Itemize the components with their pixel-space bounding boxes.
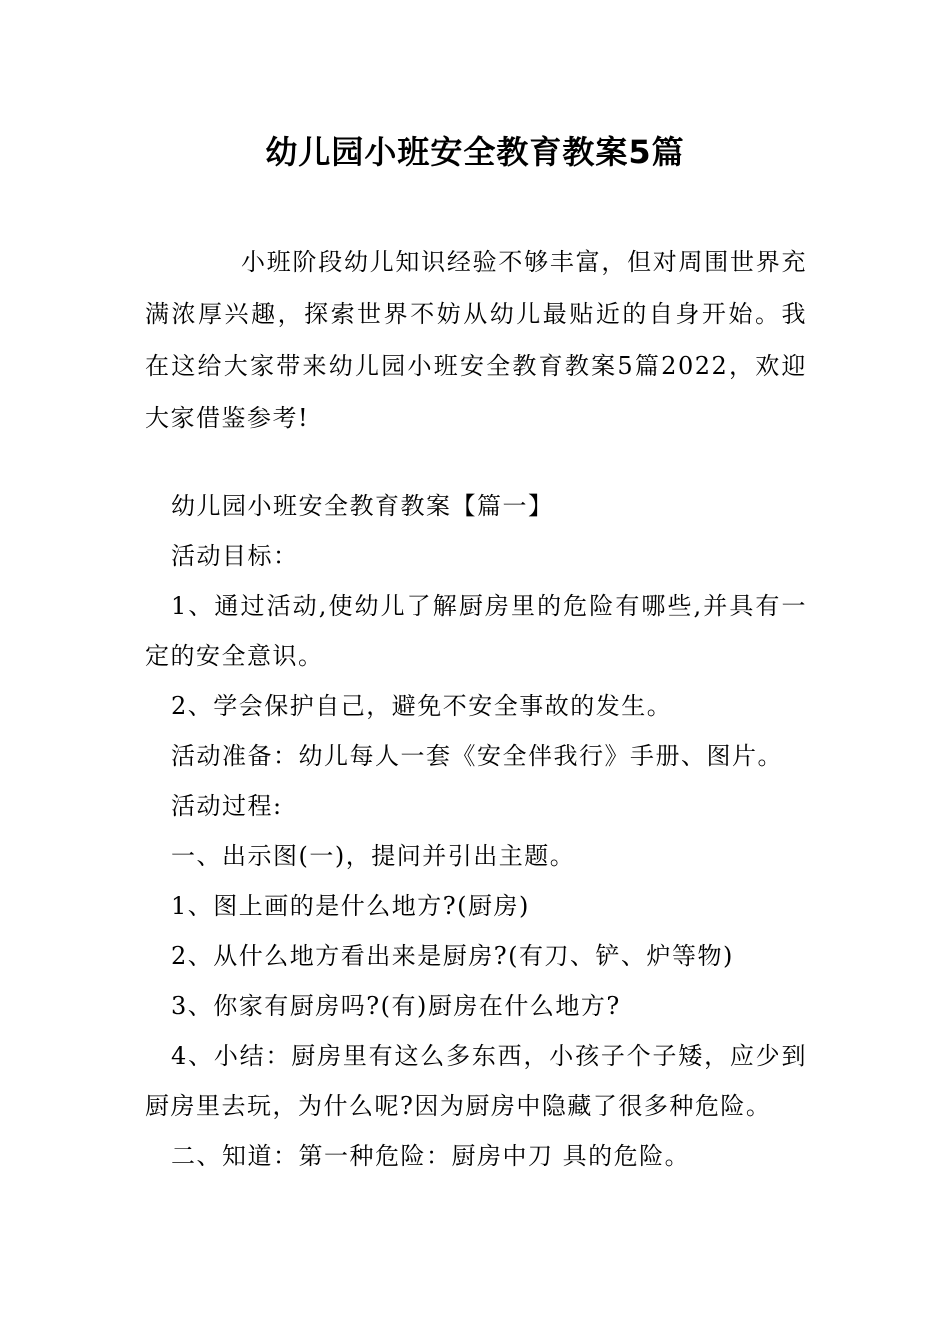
activity-process-label: 活动过程:	[171, 792, 283, 820]
process-question: 2、从什么地方看出来是厨房?(有刀、铲、炉等物)	[171, 942, 734, 970]
activity-goal-label: 活动目标：	[171, 542, 299, 570]
goal-item: 1、通过活动,使幼儿了解厨房里的危险有哪些,并具有一定的安全意识。	[145, 592, 807, 670]
process-summary: 4、小结：厨房里有这么多东西，小孩子个子矮，应少到厨房里去玩，为什么呢?因为厨房中隐藏了很多种危险。	[145, 1042, 807, 1120]
activity-preparation: 活动准备：幼儿每人一套《安全伴我行》手册、图片。	[171, 742, 783, 770]
document-body	[145, 481, 807, 1181]
goal-item: 2、学会保护自己，避免不安全事故的发生。	[171, 692, 673, 720]
process-question: 1、图上画的是什么地方?(厨房)	[171, 892, 530, 920]
process-question: 3、你家有厨房吗?(有)厨房在什么地方?	[171, 992, 621, 1020]
document-title: 幼儿园小班安全教育教案5篇	[265, 133, 685, 171]
section-heading: 幼儿园小班安全教育教案【篇一】	[171, 492, 554, 520]
intro-paragraph: 小班阶段幼儿知识经验不够丰富，但对周围世界充满浓厚兴趣，探索世界不妨从幼儿最贴近的自身开始。我在这给大家带来幼儿园小班安全教育教案5篇2022，欢迎大家借鉴参考!	[145, 248, 807, 432]
process-step: 一、出示图(一)，提问并引出主题。	[171, 842, 576, 870]
process-step: 二、知道：第一种危险：厨房中刀 具的危险。	[171, 1142, 691, 1170]
